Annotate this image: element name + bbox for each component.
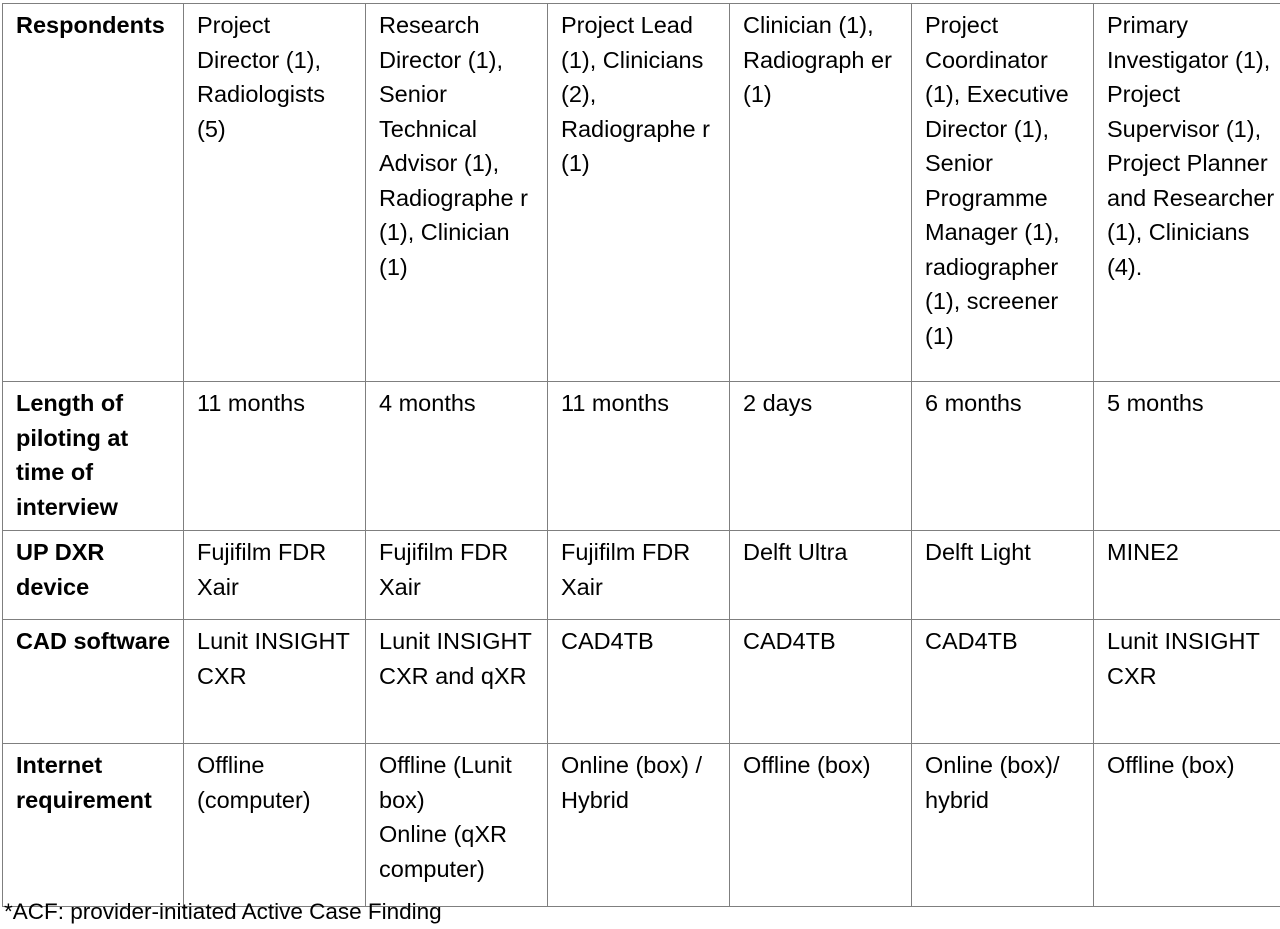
cell-text: Delft Ultra [743,539,848,565]
table-row [3,744,1280,907]
cell-text: Fujifilm FDR Xair [197,539,327,600]
table-cell [912,382,1094,531]
table-cell [366,620,548,744]
table-cell [730,744,912,907]
footnote: *ACF: provider-initiated Active Case Finding [4,899,442,924]
cell-text: Fujifilm FDR Xair [561,539,691,600]
table-cell [548,4,730,382]
sites-comparison-table [2,3,1280,907]
table-row [3,531,1280,620]
table-cell [912,620,1094,744]
cell-text: Project Coordinator (1), Executive Director (1), Senior Programme Manager (1), radiographer (1), screener (1) [925,12,1069,349]
cell-text: Project Director (1), Radiologists (5) [197,12,326,142]
table-cell [1094,744,1280,907]
table-cell [730,620,912,744]
cell-text: Offline (box) [743,752,871,778]
row-header: Internet requirement [3,744,184,907]
cell-text: MINE2 [1107,539,1179,565]
table-cell [548,620,730,744]
cell-text: CAD4TB [925,628,1018,654]
cell-text: 6 months [925,390,1022,416]
cell-text: Lunit INSIGHT CXR [197,628,350,689]
row-header: UP DXR device [3,531,184,620]
row-header: CAD software [3,620,184,744]
cell-text: Offline (box) [1107,752,1235,778]
cell-text: Offline (Lunit box) [379,752,512,813]
table-body [3,4,1280,907]
table-cell [366,531,548,620]
cell-text: Offline (computer) [197,752,311,813]
cell-text: Fujifilm FDR Xair [379,539,509,600]
table-cell [912,744,1094,907]
row-header: Respondents [3,4,184,382]
table-cell [548,531,730,620]
table-cell [184,4,366,382]
table-cell [184,531,366,620]
cell-text: Primary Investigator (1), Project Supervisor (1), Project Planner and Researcher (1), Clinicians (4). [1107,12,1275,280]
table-cell [366,382,548,531]
cell-text: Delft Light [925,539,1031,565]
cell-text: Online (box) / Hybrid [561,752,703,813]
cell-text: 11 months [197,390,305,416]
table-cell [730,531,912,620]
table-cell [548,382,730,531]
table-cell [1094,531,1280,620]
table-cell [730,382,912,531]
table-cell [366,4,548,382]
table-cell [184,620,366,744]
cell-text: 4 months [379,390,476,416]
cell-text: 5 months [1107,390,1204,416]
table-cell [1094,620,1280,744]
table-row [3,4,1280,382]
table-cell [1094,382,1280,531]
cell-text: Project Lead (1), Clinicians (2), Radiographe r (1) [561,12,710,176]
cell-text: 11 months [561,390,669,416]
table-cell [912,4,1094,382]
cell-text: Online (qXR computer) [379,821,507,882]
table-cell [730,4,912,382]
table-cell [912,531,1094,620]
table-cell [1094,4,1280,382]
table-row [3,382,1280,531]
cell-text: Online (box)/ hybrid [925,752,1060,813]
cell-text: 2 days [743,390,813,416]
cell-text: CAD4TB [561,628,654,654]
table-cell [548,744,730,907]
table-cell [184,744,366,907]
cell-text: Lunit INSIGHT CXR [1107,628,1260,689]
table-cell [184,382,366,531]
cell-text: Clinician (1), Radiograph er (1) [743,12,892,107]
cell-text: Research Director (1), Senior Technical Advisor (1), Radiographe r (1), Clinician (1) [379,12,528,280]
cell-text: CAD4TB [743,628,836,654]
table-cell [366,744,548,907]
cell-text: Lunit INSIGHT CXR and qXR [379,628,532,689]
table-row [3,620,1280,744]
row-header: Length of piloting at time of interview [3,382,184,531]
